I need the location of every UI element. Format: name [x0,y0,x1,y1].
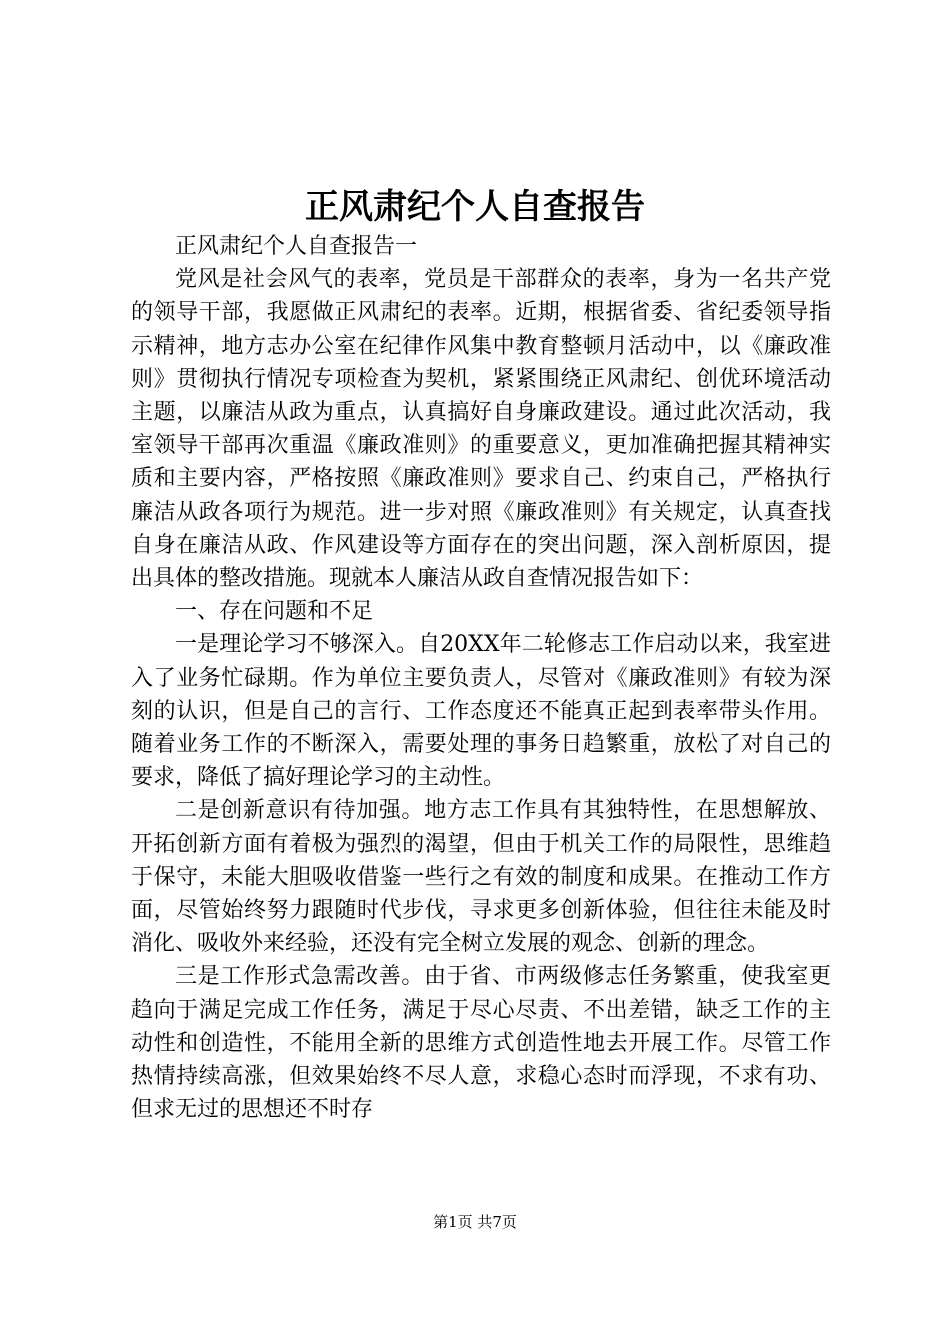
document-body [131,230,831,1126]
paragraph-intro: 党风是社会风气的表率，党员是干部群众的表率，身为一名共产党的领导干部，我愿做正风肃纪的表率。近期，根据省委、省纪委领导指示精神，地方志办公室在纪律作风集中教育整顿月活动中，以《廉政准则》贯彻执行情况专项检查为契机，紧紧围绕正风肃纪、创优环境活动主题，以廉洁从政为重点，认真搞好自身廉政建设。通过此次活动，我室领导干部再次重温《廉政准则》的重要意义，更加准确把握其精神实质和主要内容，严格按照《廉政准则》要求自己、约束自己，严格执行廉洁从政各项行为规范。进一步对照《廉政准则》有关规定，认真查找自身在廉洁从政、作风建设等方面存在的突出问题，深入剖析原因，提出具体的整改措施。现就本人廉洁从政自查情况报告如下： [131,267,831,592]
section-heading: 一、存在问题和不足 [175,599,374,625]
paragraph-subtitle: 正风肃纪个人自查报告一 [175,234,418,259]
page-footer: 第1页 共7页 [433,1213,517,1231]
paragraph-point-2: 二是创新意识有待加强。地方志工作具有其独特性，在思想解放、开拓创新方面有着极为强烈的渴望，但由于机关工作的局限性，思维趋于保守，未能大胆吸收借鉴一些行之有效的制度和成果。在推动工作方面，尽管始终努力跟随时代步伐，寻求更多创新体验，但往往未能及时消化、吸收外来经验，还没有完全树立发展的观念、创新的理念。 [131,798,831,957]
document-title: 正风肃纪个人自查报告 [305,187,645,227]
paragraph-point-1: 一是理论学习不够深入。自20XX年二轮修志工作启动以来，我室进入了业务忙碌期。作为单位主要负责人，尽管对《廉政准则》有较为深刻的认识，但是自己的言行、工作态度还不能真正起到表率带头作用。随着业务工作的不断深入，需要处理的事务日趋繁重，放松了对自己的要求，降低了搞好理论学习的主动性。 [131,632,831,791]
paragraph-point-3: 三是工作形式急需改善。由于省、市两级修志任务繁重，使我室更趋向于满足完成工作任务，满足于尽心尽责、不出差错，缺乏工作的主动性和创造性，不能用全新的思维方式创造性地去开展工作。尽管工作热情持续高涨，但效果始终不尽人意，求稳心态时而浮现，不求有功、但求无过的思想还不时存 [131,964,831,1123]
